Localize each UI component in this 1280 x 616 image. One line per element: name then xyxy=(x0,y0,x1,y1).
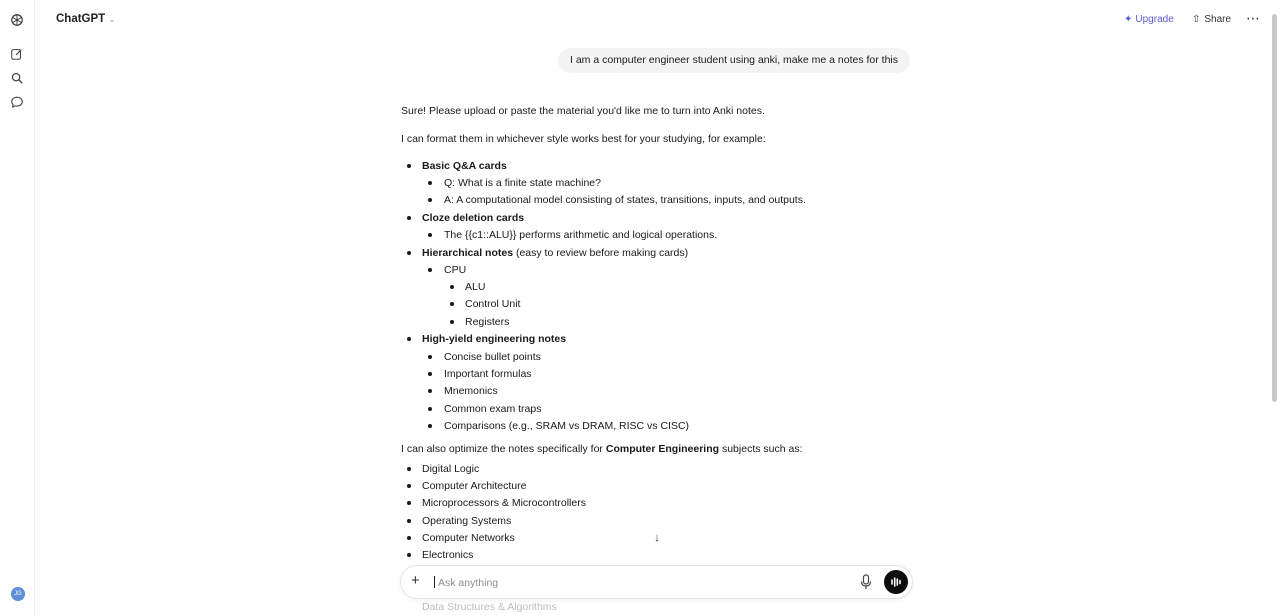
top-bar xyxy=(34,0,1280,40)
list-item-control-unit: Control Unit xyxy=(465,298,521,310)
list-item-registers: Registers xyxy=(465,316,510,328)
bullet xyxy=(428,372,432,376)
list-item: Comparisons (e.g., SRAM vs DRAM, RISC vs CISC) xyxy=(444,420,690,432)
format-line: I can format them in whichever style works best for your studying, for example: xyxy=(401,133,766,145)
bullet xyxy=(407,501,411,505)
model-selector[interactable] xyxy=(56,13,116,25)
bullet xyxy=(407,164,411,168)
list-item: Common exam traps xyxy=(444,403,542,415)
bullet xyxy=(407,536,411,540)
bullet xyxy=(428,389,432,393)
list-item: Mnemonics xyxy=(444,385,498,397)
openai-logo-icon[interactable] xyxy=(10,13,24,27)
app-title: ChatGPT xyxy=(56,13,106,25)
sparkle-icon: ✦ xyxy=(1124,14,1133,25)
bullet xyxy=(428,198,432,202)
chevron-down-icon: ⌄ xyxy=(108,14,116,24)
list-item-basic-q: Q: What is a finite state machine? xyxy=(444,177,601,189)
list-item: Concise bullet points xyxy=(444,351,541,363)
bullet xyxy=(450,320,454,324)
bullet xyxy=(428,268,432,272)
assistant-intro: Sure! Please upload or paste the material you'd like me to turn into Anki notes. xyxy=(401,105,765,117)
composer xyxy=(401,566,912,598)
voice-mode-button[interactable] xyxy=(884,570,908,594)
share-button[interactable] xyxy=(1192,14,1231,25)
list-item-basic: Basic Q&A cards xyxy=(422,160,507,172)
search-icon[interactable] xyxy=(10,71,24,85)
list-item-cpu: CPU xyxy=(444,264,467,276)
subject-item: Microprocessors & Microcontrollers xyxy=(422,497,586,509)
prompt-input[interactable] xyxy=(436,574,840,592)
list-item: Important formulas xyxy=(444,368,532,380)
list-item-cloze-example: The {{c1::ALU}} performs arithmetic and logical operations. xyxy=(444,229,718,241)
share-label: Share xyxy=(1204,14,1232,25)
bullet xyxy=(450,285,454,289)
bullet xyxy=(450,302,454,306)
bullet xyxy=(407,553,411,557)
bullet xyxy=(407,337,411,341)
scroll-down-arrow-icon[interactable]: ↓ xyxy=(654,532,660,544)
bullet xyxy=(428,424,432,428)
bullet xyxy=(407,484,411,488)
bullet xyxy=(407,251,411,255)
bullet xyxy=(428,181,432,185)
upgrade-button[interactable] xyxy=(1124,14,1174,25)
user-message: I am a computer engineer student using anki, make me a notes for this xyxy=(558,48,910,73)
list-item-hierarchical: Hierarchical notes (easy to review before making cards) xyxy=(422,247,689,259)
bullet xyxy=(428,233,432,237)
list-item-basic-a: A: A computational model consisting of states, transitions, inputs, and outputs. xyxy=(444,194,806,206)
subject-item: Computer Networks xyxy=(422,532,515,544)
chats-icon[interactable] xyxy=(10,95,24,109)
subject-item: Electronics xyxy=(422,549,474,561)
bullet xyxy=(407,216,411,220)
microphone-icon[interactable] xyxy=(860,574,872,590)
bullet xyxy=(407,519,411,523)
subject-item: Digital Logic xyxy=(422,463,480,475)
left-rail xyxy=(0,0,35,616)
share-icon: ⇧ xyxy=(1192,14,1201,25)
scrollbar[interactable] xyxy=(1272,14,1277,402)
list-item-high-yield: High-yield engineering notes xyxy=(422,333,567,345)
faded-subject-item: Data Structures & Algorithms xyxy=(422,601,557,613)
bullet xyxy=(428,355,432,359)
upgrade-label: Upgrade xyxy=(1135,14,1174,25)
avatar[interactable]: JG xyxy=(11,587,25,601)
text-caret xyxy=(434,576,435,588)
bullet xyxy=(407,467,411,471)
new-chat-icon[interactable] xyxy=(10,47,24,61)
subject-item: Computer Architecture xyxy=(422,480,527,492)
list-item-alu: ALU xyxy=(465,281,486,293)
optimize-line: I can also optimize the notes specifically for Computer Engineering subjects such as: xyxy=(401,443,803,455)
more-options-icon[interactable]: ⋯ xyxy=(1246,10,1261,26)
list-item-cloze: Cloze deletion cards xyxy=(422,212,525,224)
subject-item: Operating Systems xyxy=(422,515,512,527)
bullet xyxy=(428,407,432,411)
plus-icon[interactable]: + xyxy=(411,572,420,589)
waveform-icon xyxy=(884,570,908,594)
